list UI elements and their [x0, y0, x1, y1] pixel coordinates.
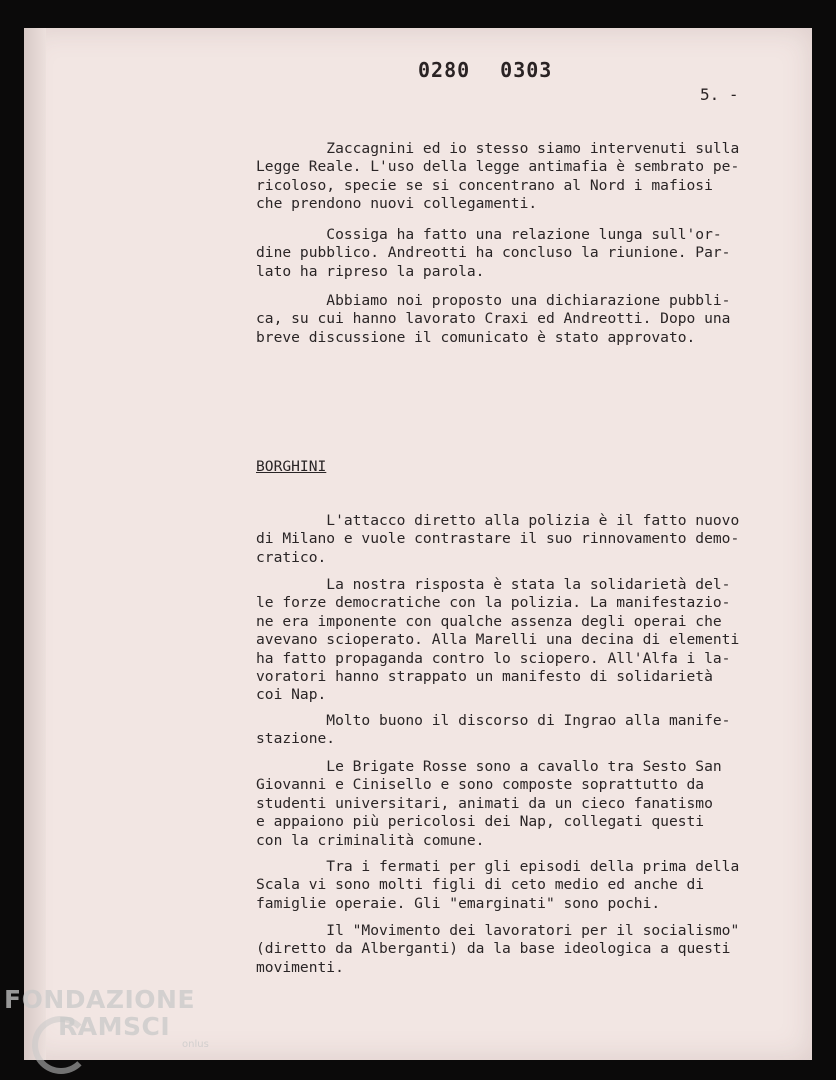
paragraph: L'attacco diretto alla polizia è il fatto nuovo di Milano e vuole contrastare il suo rinnovamento demo- cratico. — [256, 512, 740, 566]
paragraph: La nostra risposta è stata la solidarietà del- le forze democratiche con la polizia. La manifestazio- ne era imponente con qualche assenza degli operai che avevano scioperato. Alla Marelli una decina di elementi ha fatto propaganda contro lo sciopero. All'Alfa i la- voratori hanno strappato un manifesto di solidarietà coi Nap. — [256, 576, 740, 704]
watermark-logo — [4, 985, 209, 1050]
archive-number — [418, 58, 582, 82]
watermark-line-1: FONDAZIONE — [4, 985, 196, 1014]
watermark-line-3: onlus — [182, 1039, 209, 1050]
archive-number-1: 0280 — [418, 58, 471, 82]
paragraph: Abbiamo noi proposto una dichiarazione pubbli- ca, su cui hanno lavorato Craxi ed Andreotti. Dopo una breve discussione il comunicato è stato approvato. — [256, 292, 731, 346]
paragraph: Molto buono il discorso di Ingrao alla manife- stazione. — [256, 712, 731, 748]
paragraph: Tra i fermati per gli episodi della prima della Scala vi sono molti figli di ceto medio ed anche di famiglie operaie. Gli "emarginati" sono pochi. — [256, 858, 740, 912]
paragraph: Zaccagnini ed io stesso siamo intervenuti sulla Legge Reale. L'uso della legge antimafia è sembrato pe- ricoloso, specie se si concentrano al Nord i mafiosi che prendono nuovi collegamenti. — [256, 140, 740, 213]
watermark-line-2: RAMSCI — [58, 1012, 171, 1041]
page-number: 5. - — [700, 85, 739, 104]
paragraph: Le Brigate Rosse sono a cavallo tra Sesto San Giovanni e Cinisello e sono composte soprattutto da studenti universitari, animati da un cieco fanatismo e appaiono più pericolosi dei Nap, collegati questi con la criminalità comune. — [256, 758, 722, 849]
page-binding-edge — [24, 28, 46, 1060]
paragraph: Cossiga ha fatto una relazione lunga sull'or- dine pubblico. Andreotti ha concluso la riunione. Par- lato ha ripreso la parola. — [256, 226, 731, 280]
section-heading: BORGHINI — [256, 458, 327, 475]
archive-number-2: 0303 — [500, 58, 553, 82]
paragraph: Il "Movimento dei lavoratori per il socialismo" (diretto da Alberganti) da la base ideologica a questi movimenti. — [256, 922, 740, 976]
